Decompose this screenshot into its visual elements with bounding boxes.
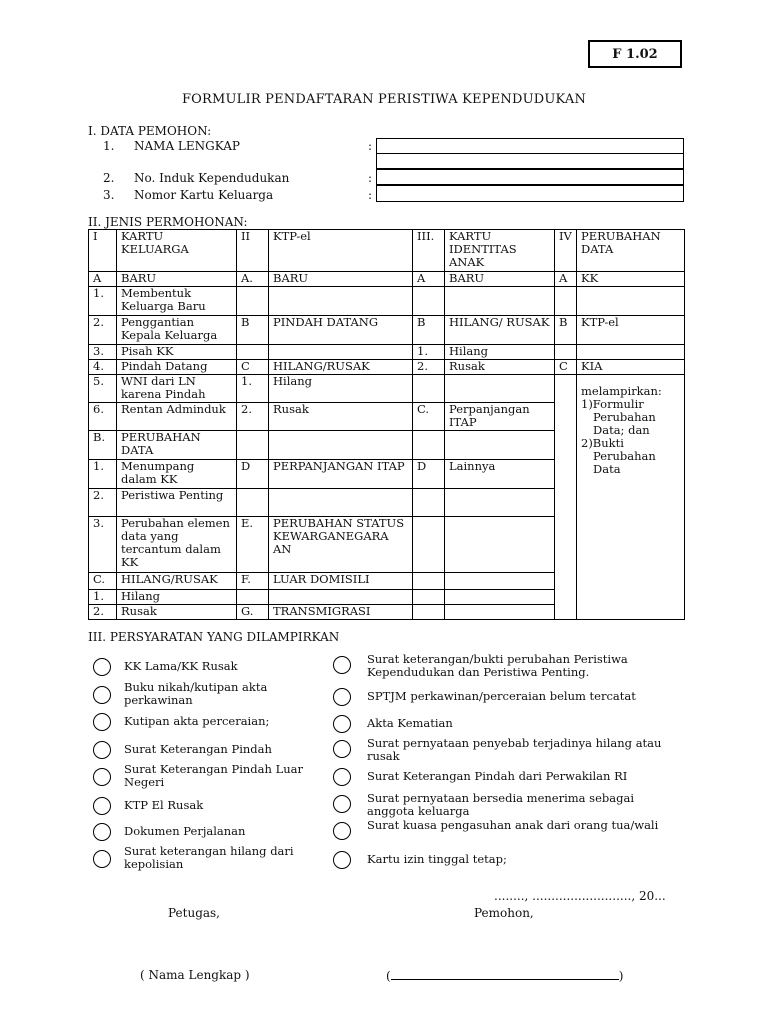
checkbox-circle[interactable] <box>93 741 111 759</box>
table-cell <box>413 489 445 517</box>
table-cell: 3. <box>89 517 117 573</box>
table-cell: Hilang <box>269 375 413 403</box>
table-cell: Pindah Datang <box>117 360 237 375</box>
table-cell: B. <box>89 431 117 460</box>
requirement-label: Dokumen Perjalanan <box>124 824 246 838</box>
form-code-box: F 1.02 <box>588 40 682 68</box>
table-cell <box>577 345 685 360</box>
table-cell: PINDAH DATANG <box>269 316 413 345</box>
table-cell <box>237 489 269 517</box>
table-cell <box>413 605 445 620</box>
checkbox-circle[interactable] <box>93 823 111 841</box>
table-cell <box>445 605 555 620</box>
checkbox-circle[interactable] <box>333 768 351 786</box>
table-cell <box>237 345 269 360</box>
field-num-2: 2. <box>103 171 115 185</box>
table-cell <box>555 287 577 316</box>
table-cell: 4. <box>89 360 117 375</box>
checkbox-circle[interactable] <box>333 715 351 733</box>
table-row <box>89 345 685 360</box>
table-cell: 1. <box>89 460 117 489</box>
table-cell: Menumpang dalam KK <box>117 460 237 489</box>
table-cell <box>413 287 445 316</box>
checkbox-circle[interactable] <box>93 850 111 868</box>
requirement-label: Buku nikah/kutipan akta perkawinan <box>124 680 268 707</box>
requirement-label: KK Lama/KK Rusak <box>124 659 238 673</box>
table-header-row <box>89 230 685 272</box>
table-cell <box>269 345 413 360</box>
table-cell <box>269 431 413 460</box>
checkbox-circle[interactable] <box>333 851 351 869</box>
table-cell: Membentuk Keluarga Baru <box>117 287 237 316</box>
table-cell: 2. <box>89 316 117 345</box>
table-cell <box>269 590 413 605</box>
checkbox-circle[interactable] <box>333 740 351 758</box>
table-cell: F. <box>237 573 269 590</box>
table-cell: 1. <box>89 590 117 605</box>
table-cell <box>445 287 555 316</box>
nama-lengkap-input-line2[interactable] <box>376 153 684 169</box>
table-row <box>89 375 685 403</box>
table-cell: B <box>555 316 577 345</box>
table-cell <box>413 590 445 605</box>
table-cell <box>413 431 445 460</box>
table-cell <box>237 590 269 605</box>
table-cell: Pisah KK <box>117 345 237 360</box>
table-cell: KTP-el <box>269 230 413 272</box>
table-row <box>89 287 685 316</box>
table-cell: BARU <box>445 272 555 287</box>
table-cell <box>445 573 555 590</box>
table-cell: A <box>89 272 117 287</box>
table-cell <box>269 489 413 517</box>
table-cell: Rusak <box>269 403 413 431</box>
table-cell: 1. <box>89 287 117 316</box>
table-cell <box>445 431 555 460</box>
table-cell: Lainnya <box>445 460 555 489</box>
table-row <box>89 360 685 375</box>
note-line: melampirkan: <box>581 384 662 398</box>
table-cell: HILANG/RUSAK <box>269 360 413 375</box>
note-line: 1)Formulir <box>581 397 644 411</box>
field-colon-2: : <box>368 171 373 185</box>
table-cell <box>445 517 555 573</box>
petugas-label: Petugas, <box>168 906 220 920</box>
close-paren: ) <box>618 969 624 983</box>
table-cell: Rentan Adminduk <box>117 403 237 431</box>
requirement-label: Surat Keterangan Pindah dari Perwakilan RI <box>367 769 628 783</box>
table-cell <box>413 375 445 403</box>
requirement-label: Surat kuasa pengasuhan anak dari orang tua/wali <box>367 818 659 832</box>
field-num-3: 3. <box>103 188 115 202</box>
requirement-label: Kutipan akta perceraian; <box>124 714 270 728</box>
note-line: Data <box>593 462 621 476</box>
table-cell: 5. <box>89 375 117 403</box>
table-cell: Hilang <box>117 590 237 605</box>
table-cell: 2. <box>237 403 269 431</box>
table-row <box>89 316 685 345</box>
table-cell: B <box>413 316 445 345</box>
table-cell: Rusak <box>117 605 237 620</box>
table-cell: BARU <box>117 272 237 287</box>
table-cell: 1. <box>413 345 445 360</box>
table-cell <box>577 287 685 316</box>
field-label-nama: NAMA LENGKAP <box>134 139 240 153</box>
checkbox-circle[interactable] <box>93 713 111 731</box>
table-cell: Perubahan elemen data yang tercantum dalam KK <box>117 517 237 573</box>
requirement-label: Surat Keterangan Pindah Luar Negeri <box>124 762 303 789</box>
table-cell: A. <box>237 272 269 287</box>
table-cell: Rusak <box>445 360 555 375</box>
table-cell: B <box>237 316 269 345</box>
section2-heading: II. JENIS PERMOHONAN: <box>88 215 248 229</box>
no-kk-input[interactable] <box>376 185 684 202</box>
requirement-label: SPTJM perkawinan/perceraian belum tercatat <box>367 689 636 703</box>
table-cell: WNI dari LN karena Pindah <box>117 375 237 403</box>
table-cell: D <box>237 460 269 489</box>
requirement-label: Surat keterangan hilang dari kepolisian <box>124 844 294 871</box>
table-cell: E. <box>237 517 269 573</box>
requirement-label: Kartu izin tinggal tetap; <box>367 852 507 866</box>
checkbox-circle[interactable] <box>333 795 351 813</box>
requirement-label: Surat pernyataan penyebab terjadinya hilang atau rusak <box>367 736 662 763</box>
nik-input[interactable] <box>376 169 684 185</box>
table-cell: C. <box>413 403 445 431</box>
table-cell: I <box>89 230 117 272</box>
table-cell: LUAR DOMISILI <box>269 573 413 590</box>
table-cell: Perpanjangan ITAP <box>445 403 555 431</box>
checkbox-circle[interactable] <box>333 688 351 706</box>
table-cell: Penggantian Kepala Keluarga <box>117 316 237 345</box>
table-cell <box>237 287 269 316</box>
table-cell: BARU <box>269 272 413 287</box>
checkbox-circle[interactable] <box>93 768 111 786</box>
table-cell <box>445 375 555 403</box>
table-cell: D <box>413 460 445 489</box>
table-cell <box>445 590 555 605</box>
requirement-label: Akta Kematian <box>367 716 453 730</box>
section3-heading: III. PERSYARATAN YANG DILAMPIRKAN <box>88 630 340 644</box>
table-cell <box>269 287 413 316</box>
table-cell: 1. <box>237 375 269 403</box>
table-cell: TRANSMIGRASI <box>269 605 413 620</box>
table-cell: 6. <box>89 403 117 431</box>
table-cell: 2. <box>89 489 117 517</box>
nama-lengkap-label: ( Nama Lengkap ) <box>140 968 250 982</box>
section1-heading: I. DATA PEMOHON: <box>88 124 212 138</box>
field-num-1: 1. <box>103 139 115 153</box>
pemohon-signature-line[interactable] <box>386 968 623 983</box>
table-cell: PERUBAHAN DATA <box>577 230 685 272</box>
table-cell: 3. <box>89 345 117 360</box>
table-cell: A <box>413 272 445 287</box>
table-cell: HILANG/ RUSAK <box>445 316 555 345</box>
note-line: Perubahan <box>593 410 656 424</box>
table-cell: 2. <box>413 360 445 375</box>
table-cell: IV <box>555 230 577 272</box>
perubahan-data-note <box>577 375 685 620</box>
nama-lengkap-input[interactable] <box>376 138 684 154</box>
note-line: 2)Bukti <box>581 436 624 450</box>
checkbox-circle[interactable] <box>333 656 351 674</box>
table-cell: III. <box>413 230 445 272</box>
checkbox-circle[interactable] <box>333 822 351 840</box>
note-line: Data; dan <box>593 423 650 437</box>
table-cell: 2. <box>89 605 117 620</box>
field-colon-1: : <box>368 139 373 153</box>
requirement-label: Surat pernyataan bersedia menerima sebagai anggota keluarga <box>367 791 634 818</box>
date-line: ........, .........................., 20... <box>494 889 666 903</box>
table-cell: Hilang <box>445 345 555 360</box>
requirement-label: Surat keterangan/bukti perubahan Peristiwa Kependudukan dan Peristiwa Penting. <box>367 652 628 679</box>
table-cell: HILANG/RUSAK <box>117 573 237 590</box>
requirement-label: KTP El Rusak <box>124 798 204 812</box>
table-cell: PERUBAHAN DATA <box>117 431 237 460</box>
table-cell: Peristiwa Penting <box>117 489 237 517</box>
table-cell: KK <box>577 272 685 287</box>
table-cell <box>413 573 445 590</box>
table-row <box>89 272 685 287</box>
table-cell <box>413 517 445 573</box>
table-cell <box>237 431 269 460</box>
table-cell: II <box>237 230 269 272</box>
requirement-label: Surat Keterangan Pindah <box>124 742 272 756</box>
note-line: Perubahan <box>593 449 656 463</box>
field-label-nik: No. Induk Kependudukan <box>134 171 290 185</box>
table-cell: C <box>237 360 269 375</box>
table-cell: G. <box>237 605 269 620</box>
table-cell: KTP-el <box>577 316 685 345</box>
checkbox-circle[interactable] <box>93 686 111 704</box>
checkbox-circle[interactable] <box>93 658 111 676</box>
field-colon-3: : <box>368 188 373 202</box>
signature-underline <box>391 968 619 980</box>
table-cell: A <box>555 272 577 287</box>
checkbox-circle[interactable] <box>93 797 111 815</box>
table-cell: KARTU IDENTITAS ANAK <box>445 230 555 272</box>
table-cell: PERUBAHAN STATUS KEWARGANEGARA AN <box>269 517 413 573</box>
jenis-permohonan-table <box>88 229 685 620</box>
open-paren: ( <box>386 969 391 983</box>
table-cell: KIA <box>577 360 685 375</box>
pemohon-label: Pemohon, <box>474 906 534 920</box>
table-cell <box>555 375 577 620</box>
table-cell <box>555 345 577 360</box>
table-cell: C <box>555 360 577 375</box>
table-cell: C. <box>89 573 117 590</box>
field-label-kk: Nomor Kartu Keluarga <box>134 188 274 202</box>
form-title: FORMULIR PENDAFTARAN PERISTIWA KEPENDUDUKAN <box>181 92 587 107</box>
table-cell: KARTU KELUARGA <box>117 230 237 272</box>
table-cell: PERPANJANGAN ITAP <box>269 460 413 489</box>
table-cell <box>445 489 555 517</box>
